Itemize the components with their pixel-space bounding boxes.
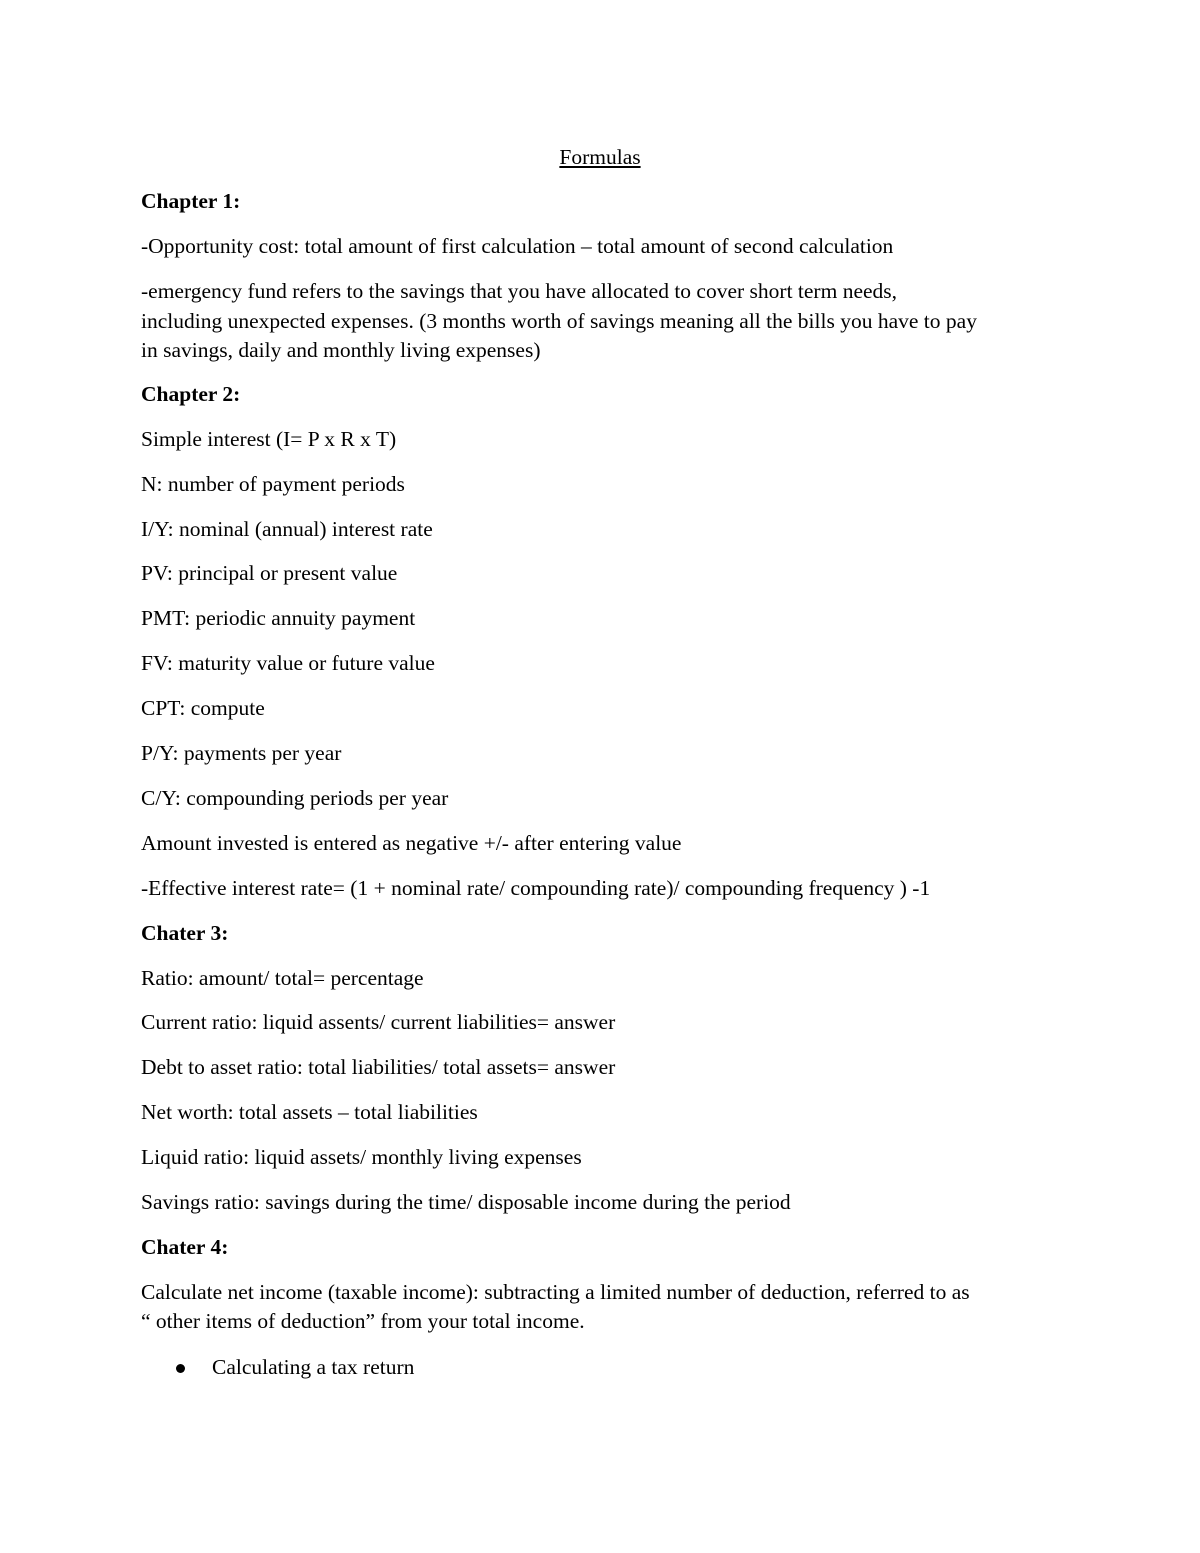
chapter-2-line: C/Y: compounding periods per year	[141, 786, 449, 810]
chapter-3-line: Net worth: total assets – total liabilities	[141, 1100, 478, 1124]
chapter-2-line: PV: principal or present value	[141, 561, 398, 585]
bullet-text: Calculating a tax return	[212, 1355, 415, 1379]
chapter-3-line: Savings ratio: savings during the time/ disposable income during the period	[141, 1190, 791, 1214]
chapter-1-line: including unexpected expenses. (3 months worth of savings meaning all the bills you have to pay	[141, 309, 977, 333]
chapter-3-line: Debt to asset ratio: total liabilities/ total assets= answer	[141, 1055, 616, 1079]
chapter-2-line: PMT: periodic annuity payment	[141, 606, 416, 630]
chapter-2-line: I/Y: nominal (annual) interest rate	[141, 517, 433, 541]
chapter-2-line: Amount invested is entered as negative +/- after entering value	[141, 831, 682, 855]
chapter-2-line: FV: maturity value or future value	[141, 651, 435, 675]
chapter-1-line: in savings, daily and monthly living expenses)	[141, 338, 541, 362]
chapter-2-line: Simple interest (I= P x R x T)	[141, 427, 397, 451]
chapter-3-line: Ratio: amount/ total= percentage	[141, 966, 424, 990]
chapter-3-heading: Chater 3:	[141, 921, 229, 945]
chapter-1-line: -emergency fund refers to the savings that you have allocated to cover short term needs,	[141, 279, 898, 303]
chapter-3-line: Current ratio: liquid assents/ current liabilities= answer	[141, 1010, 616, 1034]
bullet-icon	[176, 1364, 185, 1373]
chapter-4-line: Calculate net income (taxable income): subtracting a limited number of deduction, referred to as	[141, 1280, 970, 1304]
chapter-1-line: -Opportunity cost: total amount of first calculation – total amount of second calculation	[141, 234, 894, 258]
chapter-3-line: Liquid ratio: liquid assets/ monthly living expenses	[141, 1145, 582, 1169]
chapter-4-line: “ other items of deduction” from your total income.	[141, 1309, 585, 1333]
document-title: Formulas	[559, 145, 641, 169]
chapter-2-line: CPT: compute	[141, 696, 265, 720]
chapter-2-line: N: number of payment periods	[141, 472, 405, 496]
chapter-2-line: -Effective interest rate= (1 + nominal rate/ compounding rate)/ compounding frequency ) -1	[141, 876, 931, 900]
chapter-2-heading: Chapter 2:	[141, 382, 241, 406]
chapter-1-heading: Chapter 1:	[141, 189, 241, 213]
chapter-2-line: P/Y: payments per year	[141, 741, 342, 765]
chapter-4-heading: Chater 4:	[141, 1235, 229, 1259]
